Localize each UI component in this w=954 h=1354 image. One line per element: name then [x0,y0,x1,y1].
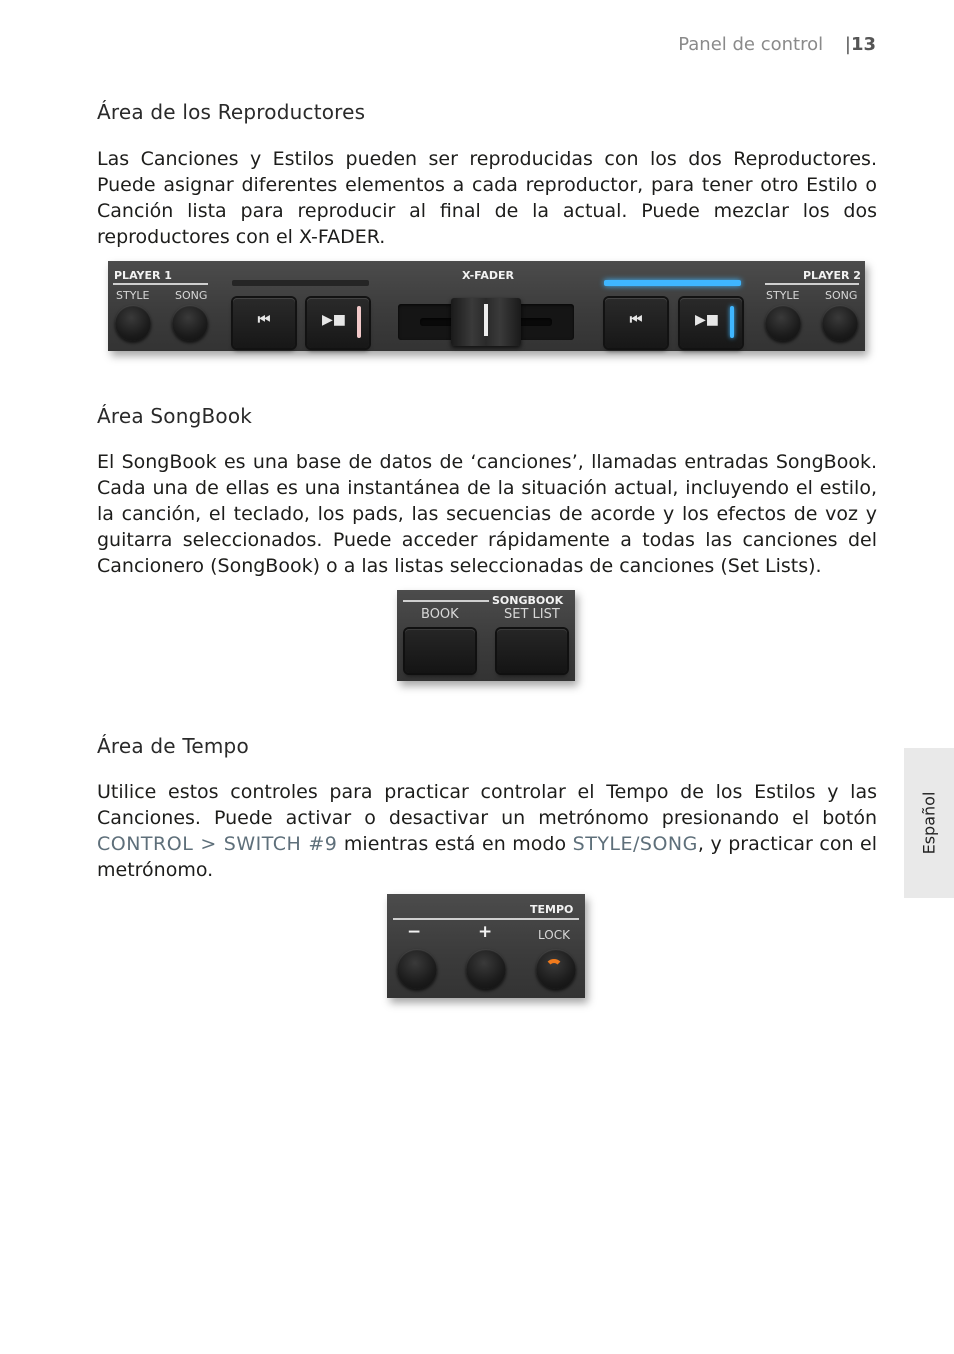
songbook-label: SONGBOOK [492,594,564,607]
tempo-line [393,918,579,920]
tempo-label: TEMPO [530,903,574,916]
tempo-plus-button [466,949,506,989]
players-body: Las Canciones y Estilos pueden ser reproducidas con los dos Reproductores. Puede asignar diferentes elementos a cada reproductor, para tener otro Estilo o Canción lista para reproducir al final de la actual. Puede mezclar los dos reproductores con el X-FADER. [97,148,877,248]
player1-play-stop-button [307,298,369,348]
player2-song-knob [822,305,858,341]
players-panel-image [108,261,865,351]
tempo-lock-button [536,949,576,989]
style-song-mode-reference: STYLE/SONG [572,833,698,855]
lock-led-icon [545,959,563,977]
tempo-body-part: Utilice estos controles para practicar controlar el Tempo de los Estilos y las Canciones. Puede activar o desactivar un metrónomo presionando el botón [97,781,877,829]
book-label: BOOK [421,607,459,622]
page-number: 13 [850,34,876,55]
songbook-panel-image [397,590,575,681]
player1-style-knob [115,305,151,341]
lock-label: LOCK [538,928,570,942]
tempo-minus-button [397,949,437,989]
songbook-line [403,600,489,602]
play-stop-icon: ▶■ [322,312,346,328]
player2-rewind-button [605,298,667,348]
tempo-panel-image [387,894,585,998]
set-list-button [497,629,567,673]
player2-level-bar [604,280,741,286]
tempo-body [97,779,877,883]
book-button [405,629,475,673]
player2-style-label: STYLE [766,289,800,302]
songbook-body: El SongBook es una base de datos de ‘canciones’, llamadas entradas SongBook. Cada una de ellas es una instantánea de la situación actual, incluyendo el estilo, la canción, el teclado, los pads, las secuencias de acorde y los efectos de voz y guitarra seleccionados. Puede acceder rápidamente a todas las canciones del Cancionero (SongBook) o a las listas seleccionadas de canciones (Set Lists). [97,451,877,577]
section-title-tempo: Área de Tempo [97,734,249,758]
rewind-icon: ⏮ [257,312,271,328]
section-title-songbook: Área SongBook [97,404,253,428]
running-header [678,34,876,55]
play-stop-icon: ▶■ [695,312,719,328]
tempo-minus-label: − [407,922,422,942]
player2-play-led [730,306,734,338]
set-list-label: SET LIST [504,607,560,622]
xfader-cap [451,298,521,346]
tempo-body-part: mientras está en modo [337,833,573,855]
tempo-body-part: , y practicar con el metrónomo. [97,833,878,881]
language-label: Español [919,791,939,855]
player2-play-stop-button [680,298,742,348]
player1-style-label: STYLE [116,289,150,302]
xfader-label: X-FADER [462,269,515,282]
player2-underline [765,283,859,285]
player1-song-label: SONG [175,289,208,302]
player1-label: PLAYER 1 [114,269,172,282]
player1-play-led [357,306,361,338]
section-title-players: Área de los Reproductores [97,100,366,124]
control-switch-reference: CONTROL > SWITCH #9 [97,833,338,855]
section-name: Panel de control [678,34,824,55]
xfader-indicator [484,304,488,336]
player1-rewind-button [233,298,295,348]
player2-label: PLAYER 2 [803,269,861,282]
page-separator: | [844,34,851,55]
player1-underline [113,283,208,285]
player1-song-knob [172,305,208,341]
player2-song-label: SONG [825,289,858,302]
player1-level-bar [232,280,369,286]
tempo-plus-label: + [478,922,493,942]
player2-style-knob [765,305,801,341]
language-tab [904,748,954,898]
rewind-icon: ⏮ [629,312,643,328]
